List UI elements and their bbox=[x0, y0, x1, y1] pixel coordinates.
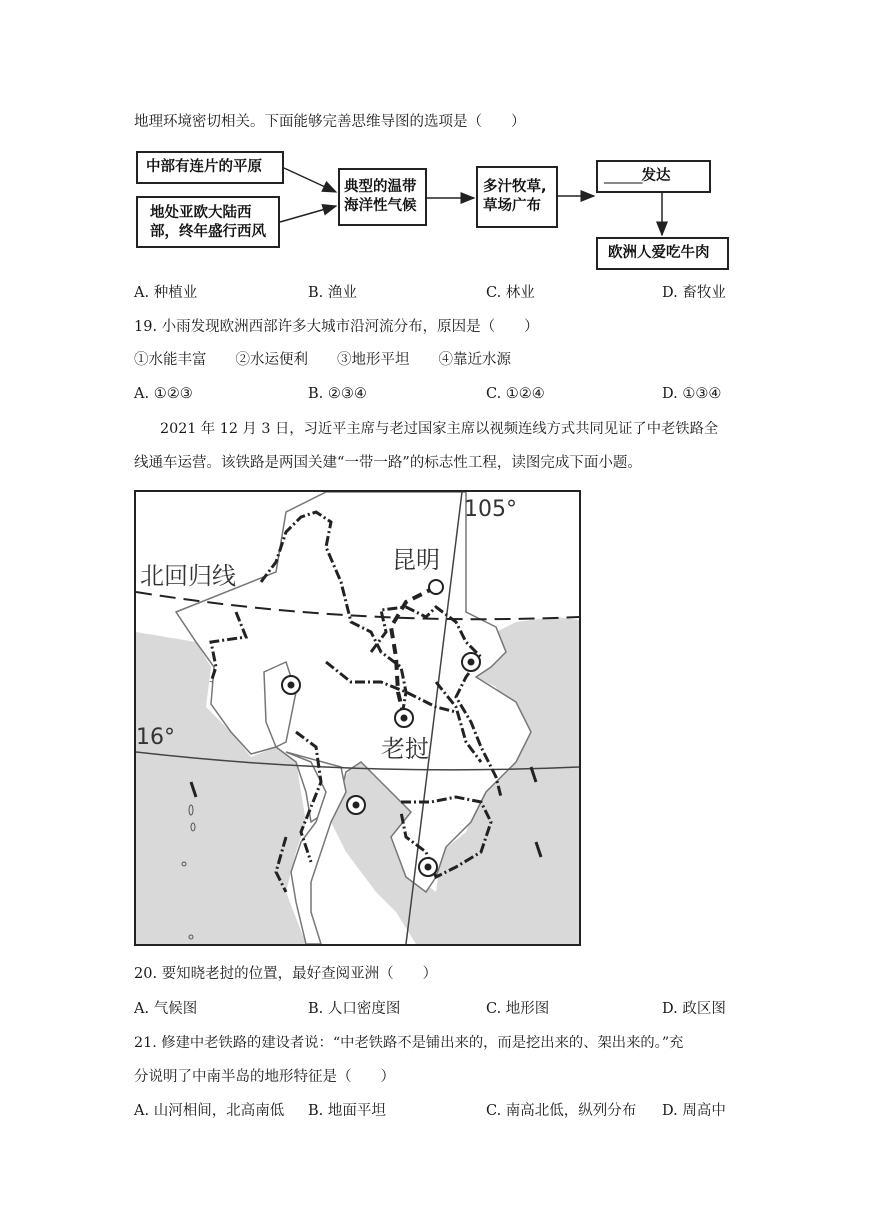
q18-option-a: A. 种植业 bbox=[134, 285, 198, 301]
q20-option-b: B. 人口密度图 bbox=[308, 1001, 401, 1017]
q18-option-c: C. 林业 bbox=[486, 285, 535, 301]
q18-option-b: B. 渔业 bbox=[308, 285, 357, 301]
map-graphic bbox=[136, 492, 579, 944]
capital-naypyidaw bbox=[282, 676, 300, 694]
label-kunming: 昆明 bbox=[392, 546, 440, 574]
vientiane-capital bbox=[395, 709, 413, 727]
q21-option-a: A. 山河相间，北高南低 bbox=[134, 1103, 285, 1119]
q19-stem: 19. 小雨发现欧洲西部许多大城市沿河流分布，原因是（ ） bbox=[134, 319, 539, 335]
mindmap-arrows bbox=[0, 0, 869, 300]
q21-option-b: B. 地面平坦 bbox=[308, 1103, 386, 1119]
mindmap-box-climate-line1: 典型的温带 bbox=[344, 179, 417, 195]
q19-option-c: C. ①②④ bbox=[486, 386, 545, 402]
mindmap-box-pasture-line2: 草场广布 bbox=[483, 198, 541, 214]
kunming-city bbox=[429, 580, 443, 594]
q20-option-c: C. 地形图 bbox=[486, 1001, 550, 1017]
answer-blank: ______ bbox=[604, 168, 642, 184]
q19-choices: ①水能丰富 ②水运便利 ③地形平坦 ④靠近水源 bbox=[134, 352, 511, 368]
q19-option-d: D. ①③④ bbox=[662, 386, 722, 402]
label-105: 105° bbox=[464, 497, 517, 522]
mindmap-box-pasture-line1: 多汁牧草, bbox=[483, 179, 547, 195]
capital-hanoi bbox=[462, 653, 480, 671]
label-laos: 老挝 bbox=[381, 735, 429, 763]
mindmap-box-beef: 欧洲人爱吃牛肉 bbox=[596, 237, 729, 270]
arrow-location-to-climate bbox=[280, 206, 336, 222]
q21-stem-line-1: 21. 修建中老铁路的建设者说：“中老铁路不是铺出来的，而是挖出来的、架出来的。”充 bbox=[134, 1035, 684, 1051]
q20-option-a: A. 气候图 bbox=[134, 1001, 198, 1017]
indochina-map bbox=[134, 490, 581, 946]
mindmap-box-plains: 中部有连片的平原 bbox=[136, 151, 284, 184]
q19-option-a: A. ①②③ bbox=[134, 386, 193, 402]
mindmap-box-industry-label: 发达 bbox=[641, 168, 671, 184]
passage-line-1: 2021 年 12 月 3 日，习近平主席与老过国家主席以视频连线方式共同见证了中老铁路全 bbox=[160, 421, 719, 437]
mindmap-box-climate-line2: 海洋性气候 bbox=[344, 198, 417, 214]
q19-option-b: B. ②③④ bbox=[308, 386, 367, 402]
label-tropic-of-cancer: 北回归线 bbox=[140, 562, 236, 590]
mindmap-box-location-line2: 部，终年盛行西风 bbox=[150, 224, 266, 240]
capital-phnom-penh bbox=[419, 858, 437, 876]
arrow-plains-to-climate bbox=[284, 168, 336, 192]
passage-line-2: 线通车运营。该铁路是两国关建“一带一路”的标志性工程，读图完成下面小题。 bbox=[134, 455, 642, 471]
mindmap-box-location-line1: 地处亚欧大陆西 bbox=[150, 205, 252, 221]
q18-option-d: D. 畜牧业 bbox=[662, 285, 726, 301]
q21-option-d: D. 周高中 bbox=[662, 1103, 726, 1119]
q21-stem-line-2: 分说明了中南半岛的地形特征是（ ） bbox=[134, 1069, 395, 1085]
label-16: 16° bbox=[136, 725, 175, 750]
capital-bangkok bbox=[347, 796, 365, 814]
q18-stem: 地理环境密切相关。下面能够完善思维导图的选项是（ ） bbox=[134, 114, 526, 130]
q20-option-d: D. 政区图 bbox=[662, 1001, 726, 1017]
q21-option-c: C. 南高北低，纵列分布 bbox=[486, 1103, 637, 1119]
q20-stem: 20. 要知晓老挝的位置，最好查阅亚洲（ ） bbox=[134, 966, 438, 982]
